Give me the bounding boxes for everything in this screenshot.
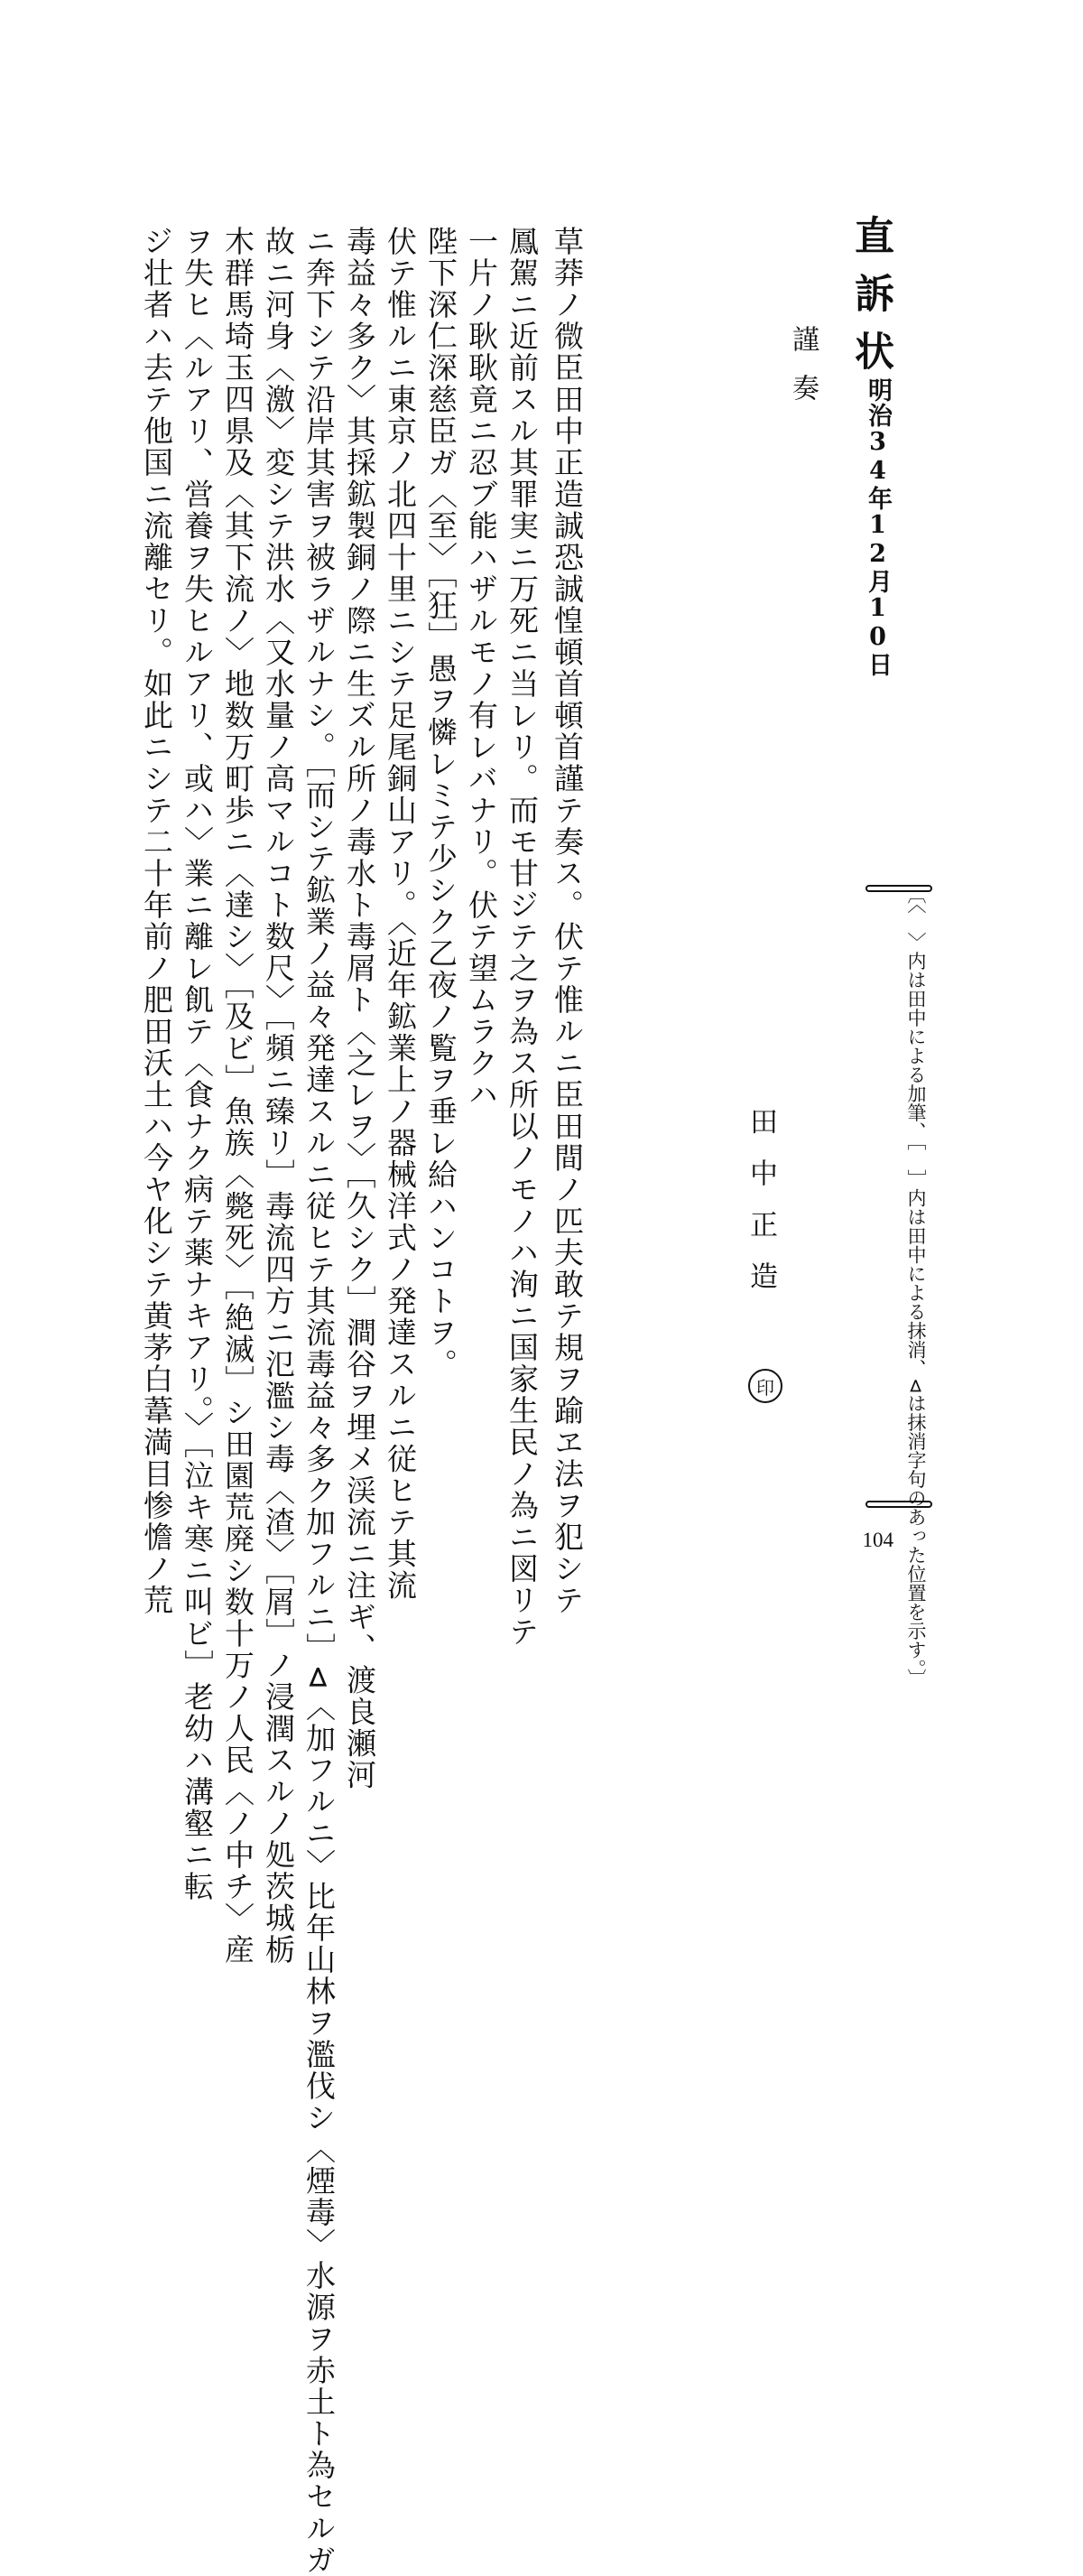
body-line-5: 伏テ惟ルニ東京ノ北四十里ニシテ足尾銅山アリ。〈近年鉱業上ノ器械洋式ノ発達スルニ従ヒテ其流 — [383, 226, 418, 1602]
body-line-6: 毒益々多ク〉其採鉱製銅ノ際ニ生ズル所ノ毒水ト毒屑ト〈之レヲ〉［久シク］澗谷ヲ埋メ渓流ニ注ギ、渡良瀬河 — [342, 226, 377, 1791]
editorial-note: 〔〈 〉内は田中による加筆、［ ］内は田中による抹消、⊲は抹消字句のあった位置を示す。〕 — [905, 885, 927, 1688]
document-title: 直訴状 — [847, 215, 893, 388]
page-number: 104 — [862, 1529, 893, 1551]
body-line-3: 一片ノ耿耿竟ニ忍ブ能ハザルモノ有レバナリ。伏テ望ムラクハ — [464, 226, 499, 1111]
body-line-10: ヲ失ヒ〈ルアリ、営養ヲ失ヒルアリ、或ハ〉業ニ離レ飢テ〈食ナク病テ薬ナキアリ。〉［泣キ寒ニ叫ビ］老幼ハ溝壑ニ転 — [180, 226, 215, 1902]
body-line-7: ニ奔下シテ沿岸其害ヲ被ラザルナシ。［而シテ鉱業ノ益々発達スルニ従ヒテ其流毒益々多ク加フルニ］⊲〈加フルニ〉比年山林ヲ濫伐シ〈煙毒〉水源ヲ赤土ト為セルガ — [301, 226, 337, 2576]
document-date: 明治34年12月10日 — [864, 377, 892, 677]
body-line-4: 陛下深仁深慈臣ガ〈至〉［狂］愚ヲ憐レミテ少シク乙夜ノ覧ヲ垂レ給ハンコトヲ。 — [423, 226, 458, 1381]
body-line-2: 鳳駕ニ近前スル其罪実ニ万死ニ当レリ。而モ甘ジテ之ヲ為ス所以ノモノハ洵ニ国家生民ノ為ニ図リテ — [504, 226, 540, 1648]
body-line-8: 故ニ河身〈激〉変シテ洪水〈又水量ノ高マルコト数尺〉［頻ニ臻リ］毒流四方ニ氾濫シ毒〈渣〉［屑］ノ浸潤スルノ処茨城栃 — [261, 226, 296, 1966]
heading-kinso: 謹奏 — [787, 325, 819, 423]
body-line-11: ジ壮者ハ去テ他国ニ流離セリ。如此ニシテ二十年前ノ肥田沃土ハ今ヤ化シテ黄茅白葦満目惨憺ノ荒 — [139, 226, 174, 1616]
body-line-9: 木群馬埼玉四県及〈其下流ノ〉地数万町歩ニ〈達シ〉［及ビ］魚族〈斃死〉［絶滅］シ田園荒廃シ数十万ノ人民〈ノ中チ〉産 — [220, 226, 255, 1966]
author-name: 田中正造 — [745, 1107, 777, 1313]
body-line-1: 草莽ノ微臣田中正造誠恐誠惶頓首頓首謹テ奏ス。伏テ惟ルニ臣田間ノ匹夫敢テ規ヲ踰ヱ法ヲ犯シテ — [550, 226, 585, 1616]
seal-mark: 印 — [748, 1369, 782, 1403]
note-bracket-bottom — [865, 1501, 932, 1508]
